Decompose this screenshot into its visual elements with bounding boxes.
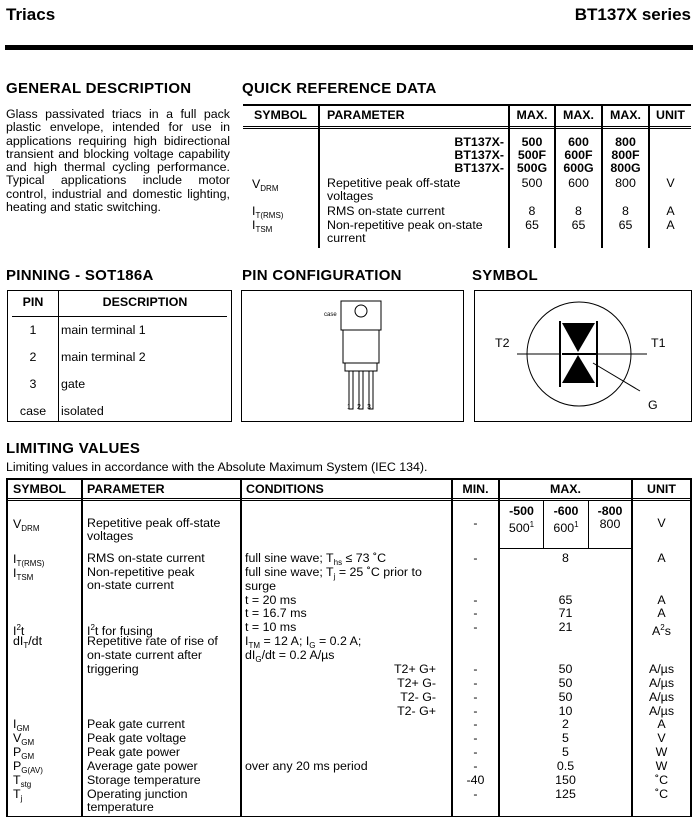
lv-param: triggering <box>87 662 139 676</box>
qrd-param: voltages <box>327 189 374 203</box>
lv-min: - <box>473 745 478 759</box>
lv-max: 5 <box>562 731 569 745</box>
qrd-type: 600G <box>563 161 594 175</box>
lv-max: 8 <box>562 551 569 565</box>
lv-header-min: MIN. <box>462 482 489 496</box>
lv-symbol-tj: $T_j$ <box>13 787 23 803</box>
qrd-unit: V <box>666 176 675 190</box>
qrd-type: 800 <box>615 135 636 149</box>
pin-description: gate <box>61 377 86 391</box>
limiting-values-title: LIMITING VALUES <box>6 440 141 457</box>
pin-configuration-title: PIN CONFIGURATION <box>242 267 402 284</box>
lv-unit: A/µs <box>648 662 675 676</box>
qrd-type: 800G <box>610 161 641 175</box>
qrd-value: 800 <box>615 176 636 190</box>
triac-symbol-icon <box>475 291 691 421</box>
qrd-header-max: MAX. <box>516 108 548 122</box>
lv-min: - <box>473 551 478 565</box>
lv-param: voltages <box>87 529 134 543</box>
lv-min: - <box>473 787 478 801</box>
lv-min: - <box>473 593 478 607</box>
lv-header-parameter: PARAMETER <box>87 482 165 496</box>
lv-symbol-tstg: $T_{stg}$ <box>13 773 32 789</box>
lv-unit: ˚C <box>654 787 669 801</box>
lv-header-max: MAX. <box>550 482 581 496</box>
lv-param: Repetitive rate of rise of <box>87 634 218 648</box>
pin-number: 2 <box>29 350 37 364</box>
qrd-header-unit: UNIT <box>656 108 685 122</box>
qrd-header-parameter: PARAMETER <box>327 108 405 122</box>
qrd-type: 500G <box>516 161 548 175</box>
pin-configuration-box <box>241 290 464 422</box>
lv-header-unit: UNIT <box>647 482 676 496</box>
symbol-title: SYMBOL <box>472 267 538 284</box>
lv-symbol-i2t: $I^2t$ <box>13 623 25 638</box>
package-outline-drawing <box>242 291 463 421</box>
qrd-param: Non-repetitive peak on-state <box>327 218 483 232</box>
qrd-symbol-vdrm: $V_{DRM}$ <box>252 177 279 193</box>
document-category: Triacs <box>6 5 56 24</box>
qrd-type-prefix: BT137X- <box>454 161 504 175</box>
pin-label: 2 <box>357 404 361 411</box>
lv-type-header: -600 <box>553 504 579 518</box>
pin-label: 3 <box>367 404 371 411</box>
qrd-param: current <box>327 231 366 245</box>
document-series: BT137X series <box>574 5 691 24</box>
lv-unit: A <box>657 551 666 565</box>
qrd-symbol-itsm: $I_{TSM}$ <box>252 218 273 234</box>
lv-quadrant: T2+ G+ <box>393 662 436 676</box>
qrd-unit: A <box>666 204 675 218</box>
lv-max: 50 <box>558 662 573 676</box>
lv-condition: over any 20 ms period <box>245 759 368 773</box>
pinning-title: PINNING - SOT186A <box>6 267 154 284</box>
qrd-type: 500 <box>521 135 543 149</box>
pin-description: isolated <box>61 404 104 418</box>
lv-unit: A/µs <box>648 704 675 718</box>
case-label: case <box>324 312 337 318</box>
header-rule <box>5 45 693 50</box>
qrd-value: 8 <box>622 204 629 218</box>
lv-param: Peak gate current <box>87 717 185 731</box>
lv-header-symbol: SYMBOL <box>13 482 67 496</box>
qrd-symbol-itrms: $I_{T(RMS)}$ <box>252 204 284 220</box>
lv-max: $500^1$ <box>508 520 535 535</box>
pin-number: 1 <box>29 323 37 337</box>
lv-condition: t = 16.7 ms <box>245 606 307 620</box>
gate-label: G <box>648 398 658 412</box>
lv-min: - <box>473 676 478 690</box>
lv-max: 800 <box>599 517 621 531</box>
lv-unit: V <box>657 516 666 530</box>
pin-number: case <box>19 404 47 418</box>
lv-min: - <box>473 690 478 704</box>
lv-max: 10 <box>558 704 573 718</box>
qrd-value: 65 <box>525 218 539 232</box>
lv-condition: full sine wave; $T_{hs} \le 73$ ˚C <box>245 551 387 567</box>
lv-symbol-pgav: $P_{G(AV)}$ <box>13 759 43 775</box>
lv-param: Storage temperature <box>87 773 201 787</box>
qrd-value: 65 <box>571 218 586 232</box>
lv-min: - <box>473 759 478 773</box>
qrd-value: 500 <box>521 176 543 190</box>
lv-symbol-vdrm: $V_{DRM}$ <box>13 517 40 533</box>
pin-number: 3 <box>29 377 37 391</box>
lv-unit: W <box>655 745 668 759</box>
pin-description: main terminal 2 <box>61 350 146 364</box>
lv-symbol-vgm: $V_{GM}$ <box>13 731 35 747</box>
t2-label: T2 <box>495 336 510 350</box>
lv-max: 150 <box>555 773 576 787</box>
lv-unit: V <box>657 731 666 745</box>
lv-header-conditions: CONDITIONS <box>246 482 324 496</box>
lv-param: Operating junction <box>87 787 188 801</box>
lv-max: 50 <box>558 690 573 704</box>
lv-condition: $dI_G/dt = 0.2$ A/µs <box>245 648 335 664</box>
general-description-title: GENERAL DESCRIPTION <box>6 80 192 97</box>
lv-max: $600^1$ <box>553 520 579 535</box>
qrd-type: 600 <box>568 135 589 149</box>
lv-condition: t = 20 ms <box>245 593 297 607</box>
qrd-type: 600F <box>564 148 593 162</box>
lv-max: 65 <box>558 593 573 607</box>
lv-condition: full sine wave; $T_j = 25$ ˚C prior to <box>245 565 422 581</box>
lv-min: -40 <box>466 773 485 787</box>
lv-param: on-state current after <box>87 648 203 662</box>
lv-unit: A/µs <box>648 676 675 690</box>
lv-param: Peak gate power <box>87 745 180 759</box>
lv-min: - <box>473 516 478 530</box>
lv-min: - <box>473 704 478 718</box>
qrd-header-max: MAX. <box>563 108 594 122</box>
lv-type-header: -500 <box>509 504 534 518</box>
lv-symbol-itsm: $I_{TSM}$ <box>13 566 34 582</box>
lv-unit: A <box>657 606 666 620</box>
qrd-type-prefix: BT137X- <box>454 135 504 149</box>
lv-unit: W <box>655 759 668 773</box>
lv-unit: A/µs <box>648 690 675 704</box>
quick-reference-title: QUICK REFERENCE DATA <box>242 80 437 97</box>
lv-symbol-pgm: $P_{GM}$ <box>13 745 35 761</box>
lv-param: Non-repetitive peak <box>87 565 195 579</box>
lv-max: 21 <box>558 620 573 634</box>
limiting-values-subtitle: Limiting values in accordance with the Absolute Maximum System (IEC 134). <box>6 460 428 474</box>
lv-param: Peak gate voltage <box>87 731 187 745</box>
pin-header: PIN <box>22 295 44 309</box>
lv-min: - <box>473 620 478 634</box>
lv-symbol-didt: $dI_T/dt$ <box>13 634 43 650</box>
lv-max: 50 <box>558 676 573 690</box>
lv-symbol-itrms: $I_{T(RMS)}$ <box>13 552 45 568</box>
qrd-header-max: MAX. <box>610 108 641 122</box>
t1-label: T1 <box>651 336 666 350</box>
qrd-value: 65 <box>618 218 633 232</box>
lv-quadrant: T2- G+ <box>397 704 436 718</box>
qrd-unit: A <box>666 218 675 232</box>
general-description-text: Glass passivated triacs in a full pack plastic envelope, intended for use in applications requiring high bidirectional transient and blocking voltage capability and high thermal cycling performance. Typical applications include motor control, industrial and domestic lighting, heating and static switching. <box>6 107 230 215</box>
lv-symbol-igm: $I_{GM}$ <box>13 717 30 733</box>
lv-quadrant: T2+ G- <box>397 676 436 690</box>
lv-unit: $A^2s$ <box>652 623 671 638</box>
lv-param: RMS on-state current <box>87 551 205 565</box>
qrd-type: 800F <box>611 148 640 162</box>
lv-unit: A <box>657 717 666 731</box>
qrd-value: 8 <box>528 204 536 218</box>
lv-max: 2 <box>562 717 569 731</box>
qrd-value: 600 <box>568 176 589 190</box>
lv-type-header: -800 <box>597 504 623 518</box>
qrd-header-symbol: SYMBOL <box>253 108 307 122</box>
lv-condition: $I_{TM} = 12$ A; $I_G = 0.2$ A; <box>245 634 362 650</box>
lv-max: 0.5 <box>556 759 575 773</box>
qrd-param: RMS on-state current <box>327 204 445 218</box>
lv-min: - <box>473 717 478 731</box>
qrd-param: Repetitive peak off-state <box>327 176 461 190</box>
lv-condition: t = 10 ms <box>245 620 297 634</box>
lv-min: - <box>473 606 478 620</box>
qrd-type-prefix: BT137X- <box>454 148 504 162</box>
lv-max: 5 <box>562 745 569 759</box>
lv-unit: ˚C <box>654 773 669 787</box>
lv-param: temperature <box>87 800 154 814</box>
lv-param: $I^2t$ for fusing <box>87 623 153 638</box>
pin-label: 1 <box>347 404 351 411</box>
symbol-box <box>474 290 692 422</box>
lv-min: - <box>473 731 478 745</box>
lv-condition: surge <box>245 579 276 593</box>
pin-description: main terminal 1 <box>61 323 146 337</box>
lv-min: - <box>473 662 478 676</box>
lv-param: Average gate power <box>87 759 198 773</box>
lv-unit: A <box>657 593 666 607</box>
lv-param: on-state current <box>87 578 174 592</box>
lv-quadrant: T2- G- <box>400 690 436 704</box>
pinning-table <box>7 290 232 422</box>
lv-max: 71 <box>558 606 573 620</box>
qrd-value: 8 <box>575 204 582 218</box>
lv-param: Repetitive peak off-state <box>87 516 221 530</box>
lv-max: 125 <box>555 787 576 801</box>
qrd-type: 500F <box>517 148 547 162</box>
description-header: DESCRIPTION <box>102 295 188 309</box>
